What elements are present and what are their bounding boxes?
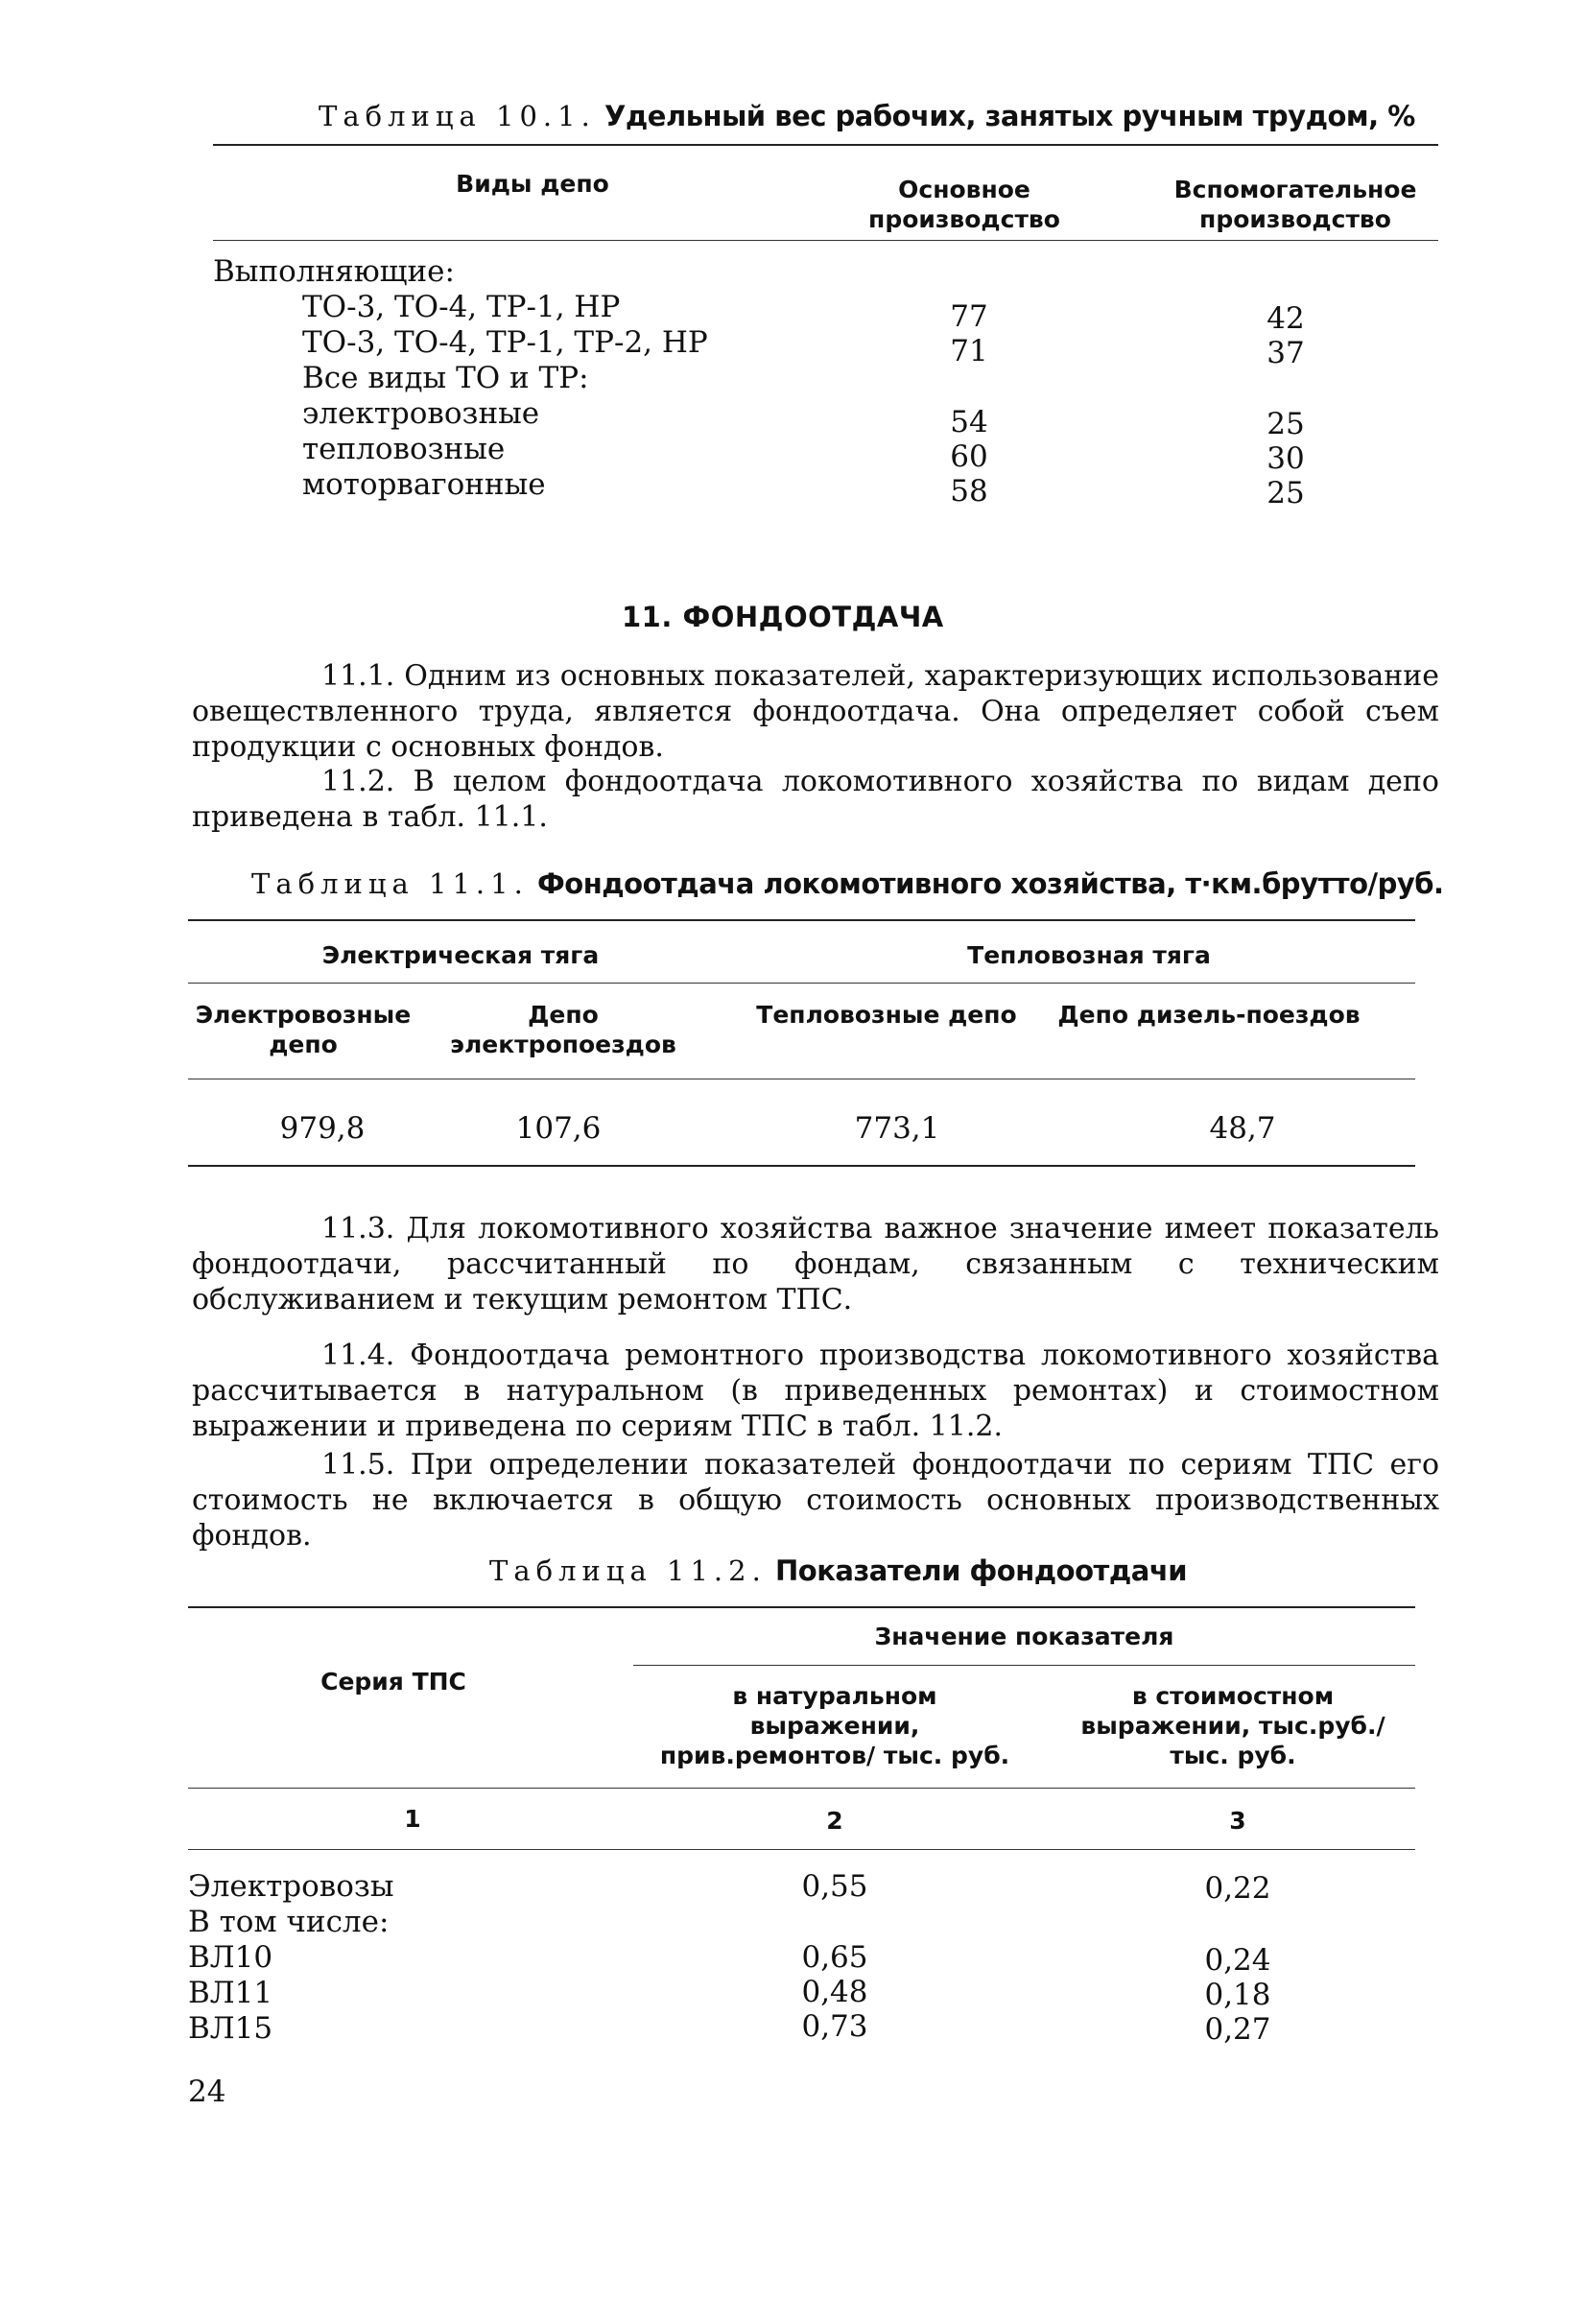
table-11-1-value: 979,8 [279, 1111, 366, 1146]
table-10-1-caption [319, 100, 1415, 132]
table-11-2-cost-value: 0,24 [1204, 1943, 1271, 1978]
table-10-1-aux-value: 37 [1266, 336, 1305, 370]
table-11-2-cost-value: 0,27 [1204, 2012, 1271, 2047]
table-11-1-title: Фондоотдача локомотивного хозяйства, т·км.брутто/руб. [537, 867, 1444, 900]
table-11-1-value: 107,6 [515, 1111, 602, 1146]
table-10-1-row-name: тепловозные [302, 432, 506, 466]
table-11-1-group-diesel: Тепловозная тяга [967, 941, 1211, 969]
table-10-1-main-value: 54 [950, 405, 988, 439]
table-11-2-title: Показатели фондоотдачи [775, 1554, 1188, 1587]
table-11-1-header-emu-depots: Депо электропоездов [450, 1001, 676, 1058]
table-10-1-header-rule [213, 240, 1438, 241]
table-11-2-label: Таблица 11.2. [489, 1554, 767, 1587]
table-11-1-header-electric-depots: Электровозные депо [195, 1001, 412, 1058]
table-11-1-header-diesel-depots: Тепловозные депо [756, 1001, 1017, 1029]
table-10-1-aux-value: 25 [1266, 476, 1305, 510]
page-number: 24 [188, 2075, 226, 2109]
table-10-1-row-name: ТО-3, ТО-4, ТР-1, НР [302, 290, 621, 324]
table-11-1-caption [251, 867, 1444, 900]
table-11-2-row-name: В том числе: [188, 1905, 390, 1939]
table-10-1-aux-value: 30 [1266, 441, 1305, 476]
table-10-1-main-value: 60 [950, 439, 988, 474]
paragraph-11-5 [192, 1447, 1439, 1553]
table-10-1-header-main: Основное производство [868, 176, 1060, 233]
table-10-1-top-rule [213, 144, 1438, 146]
table-11-1-label: Таблица 11.1. [251, 867, 529, 900]
table-10-1-header-depot-types: Виды депо [456, 170, 609, 198]
table-11-1-value: 773,1 [854, 1111, 940, 1146]
table-11-2-natural-value: 0,65 [801, 1940, 868, 1975]
paragraph-11-3-text: 11.3. Для локомотивного хозяйства важное значение имеет показатель фондоотдачи, рассчитанный по фондам, связанным с техническим обслуживанием и текущим ремонтом ТПС. [192, 1212, 1439, 1316]
table-11-2-group-rule [633, 1665, 1415, 1666]
table-10-1-row-name: ТО-3, ТО-4, ТР-1, ТР-2, НР [302, 325, 708, 360]
table-10-1-group-label: Выполняющие: [213, 254, 455, 289]
paragraph-11-4 [192, 1338, 1439, 1444]
paragraph-11-1 [192, 658, 1439, 765]
table-11-1-value: 48,7 [1209, 1111, 1276, 1146]
table-11-2-header-cost: в стоимостном выражении, тыс.руб./ тыс. руб. [1080, 1682, 1385, 1769]
table-11-1-group-rule [188, 983, 1415, 984]
table-11-1-group-electric: Электрическая тяга [321, 941, 600, 969]
table-11-2-header-group: Значение показателя [874, 1623, 1174, 1650]
table-11-2-header-series: Серия ТПС [320, 1668, 466, 1696]
table-10-1-label: Таблица 10.1. [319, 100, 596, 132]
table-10-1-row-name: электровозные [302, 396, 540, 431]
paragraph-11-5-text: 11.5. При определении показателей фондоотдачи по сериям ТПС его стоимость не включается в общую стоимость основных производственных фондов. [192, 1448, 1439, 1553]
table-11-2-natural-value: 0,73 [801, 2009, 868, 2044]
table-11-2-caption [489, 1554, 1187, 1587]
table-11-2-cost-value: 0,18 [1204, 1978, 1271, 2012]
table-11-2-natural-value: 0,55 [801, 1869, 868, 1904]
table-11-1-bottom-rule [188, 1165, 1415, 1167]
paragraph-11-4-text: 11.4. Фондоотдача ремонтного производства локомотивного хозяйства рассчитывается в натуральном (в приведенных ремонтах) и стоимостном выражении и приведена по сериям ТПС в табл. 11.2. [192, 1339, 1439, 1443]
table-10-1-row-name: Все виды ТО и ТР: [302, 361, 589, 395]
table-10-1-main-value: 71 [950, 334, 988, 368]
table-10-1-main-value: 58 [950, 474, 988, 509]
table-10-1-header-aux: Вспомогательное производство [1173, 176, 1417, 233]
table-11-2-header-natural: в натуральном выражении, прив.ремонтов/ тыс. руб. [659, 1682, 1010, 1769]
section-heading: 11. ФОНДООТДАЧА [622, 601, 944, 633]
table-10-1-aux-value: 42 [1266, 301, 1305, 336]
table-11-2-row-name: ВЛ15 [188, 2011, 273, 2046]
table-11-2-top-rule [188, 1606, 1415, 1608]
table-11-2-column-number: 2 [826, 1807, 843, 1835]
table-10-1-main-value: 77 [950, 299, 988, 334]
table-11-1-header-dmu-depots: Депо дизель-поездов [1057, 1001, 1361, 1029]
table-11-2-natural-value: 0,48 [801, 1975, 868, 2009]
table-11-1-top-rule [188, 919, 1415, 921]
table-11-2-header-rule [188, 1788, 1415, 1789]
paragraph-11-1-text: 11.1. Одним из основных показателей, характеризующих использование овеществленного труда, является фондоотдача. Она определяет собой съем продукции с основных фондов. [192, 659, 1439, 764]
paragraph-11-3 [192, 1211, 1439, 1317]
table-11-2-cost-value: 0,22 [1204, 1871, 1271, 1906]
table-11-2-row-name: Электровозы [188, 1869, 394, 1904]
table-11-2-number-rule [188, 1849, 1415, 1850]
paragraph-11-2-text: 11.2. В целом фондоотдача локомотивного хозяйства по видам депо приведена в табл. 11.1. [192, 765, 1439, 834]
table-11-2-row-name: ВЛ10 [188, 1940, 273, 1975]
table-10-1-row-name: моторвагонные [302, 467, 546, 502]
table-10-1-aux-value: 25 [1266, 407, 1305, 441]
table-11-2-column-number: 3 [1229, 1807, 1246, 1835]
table-11-2-column-number: 1 [404, 1805, 421, 1833]
table-11-2-row-name: ВЛ11 [188, 1976, 273, 2010]
table-10-1-title: Удельный вес рабочих, занятых ручным трудом, % [604, 100, 1415, 132]
paragraph-11-2 [192, 764, 1439, 835]
